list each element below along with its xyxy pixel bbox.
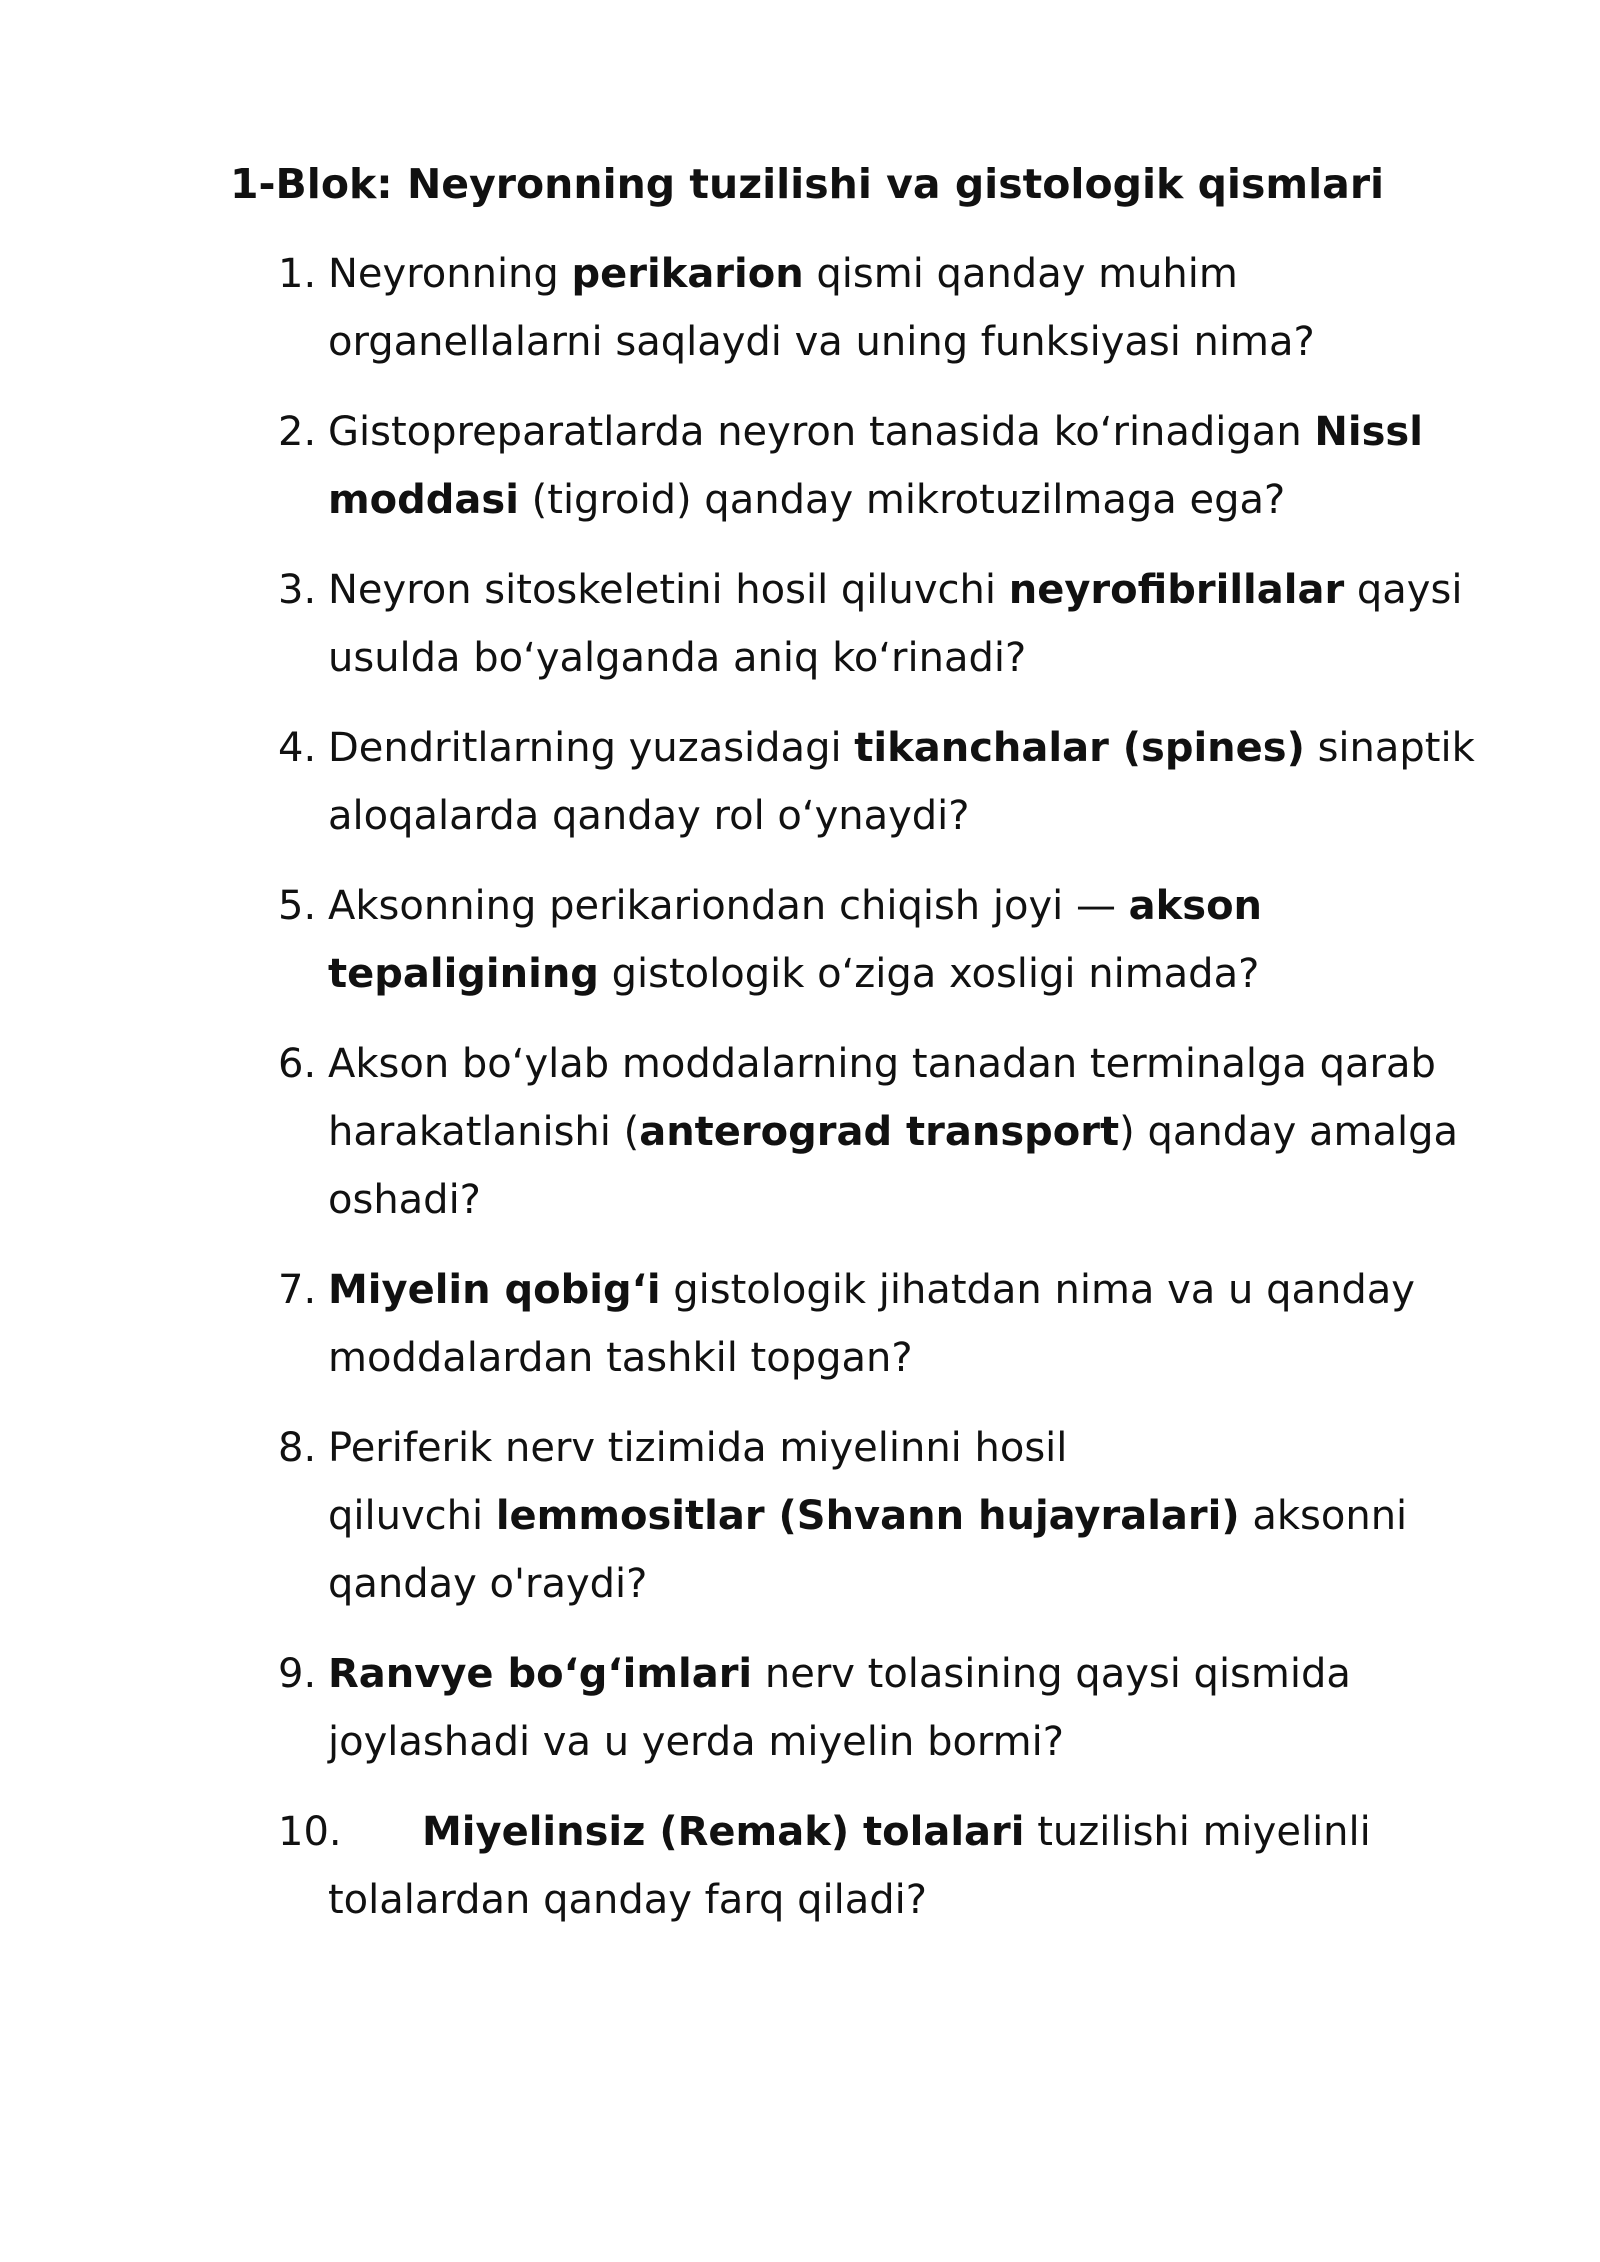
text-segment: qismi qanday muhim	[803, 251, 1238, 297]
question-number: 3.	[278, 567, 317, 613]
question-line	[328, 1640, 1478, 1708]
question-line	[328, 1550, 1478, 1618]
question-text	[328, 1798, 1478, 1934]
text-segment: gistologik jihatdan nima va u qanday	[660, 1267, 1415, 1313]
text-segment: ) qanday amalga	[1119, 1109, 1458, 1155]
text-segment: Aksonning perikariondan chiqish joyi —	[328, 883, 1129, 929]
bold-term: anterograd transport	[639, 1109, 1120, 1155]
question-line	[328, 1414, 1478, 1482]
question-text	[328, 1030, 1478, 1234]
list-item	[0, 714, 1600, 850]
list-item	[0, 556, 1600, 692]
question-line	[328, 1708, 1478, 1776]
text-segment: Periferik nerv tizimida miyelinni hosil	[328, 1425, 1068, 1471]
question-text	[328, 1640, 1478, 1776]
question-number: 10.	[278, 1809, 342, 1855]
question-text	[328, 398, 1478, 534]
text-segment: Dendritlarning yuzasidagi	[328, 725, 855, 771]
text-segment: qaysi	[1344, 567, 1463, 613]
question-line	[328, 624, 1478, 692]
question-text	[328, 556, 1478, 692]
text-segment: aloqalarda qanday rol o‘ynaydi?	[328, 793, 970, 839]
bold-term: Nissl	[1314, 409, 1423, 455]
question-line	[328, 1098, 1478, 1166]
text-segment: qiluvchi	[328, 1493, 496, 1539]
question-line	[328, 1798, 1478, 1866]
question-text	[328, 240, 1478, 376]
question-line	[328, 466, 1478, 534]
bold-term: akson	[1128, 883, 1263, 929]
text-segment: (tigroid) qanday mikrotuzilmaga ega?	[518, 477, 1286, 523]
text-segment: Akson bo‘ylab moddalarning tanadan terminalga qarab	[328, 1041, 1436, 1087]
question-number: 1.	[278, 251, 317, 297]
question-number: 7.	[278, 1267, 317, 1313]
text-segment: Gistopreparatlarda neyron tanasida ko‘rinadigan	[328, 409, 1315, 455]
text-segment: tolalardan qanday farq qiladi?	[328, 1877, 927, 1923]
question-line	[328, 782, 1478, 850]
bold-term: Miyelin qobig‘i	[328, 1267, 661, 1313]
question-text	[328, 714, 1478, 850]
question-text	[328, 872, 1478, 1008]
block-heading: 1-Blok: Neyronning tuzilishi va gistologik qismlari	[230, 160, 1385, 208]
bold-term: Ranvye bo‘g‘imlari	[328, 1651, 753, 1697]
question-number: 6.	[278, 1041, 317, 1087]
text-segment: Neyron sitoskeletini hosil qiluvchi	[328, 567, 1009, 613]
text-segment: aksonni	[1239, 1493, 1408, 1539]
question-number: 2.	[278, 409, 317, 455]
list-item	[0, 1798, 1600, 1934]
text-segment: nerv tolasining qaysi qismida	[752, 1651, 1351, 1697]
question-line	[328, 1166, 1478, 1234]
bold-term: perikarion	[571, 251, 804, 297]
question-line	[328, 240, 1478, 308]
question-line	[328, 1030, 1478, 1098]
question-number: 5.	[278, 883, 317, 929]
list-item	[0, 1414, 1600, 1618]
question-line	[328, 398, 1478, 466]
list-item	[0, 1256, 1600, 1392]
question-line	[328, 1866, 1478, 1934]
list-item	[0, 872, 1600, 1008]
list-item	[0, 398, 1600, 534]
text-segment: tuzilishi miyelinli	[1024, 1809, 1371, 1855]
text-segment: moddalardan tashkil topgan?	[328, 1335, 913, 1381]
text-segment: qanday o'raydi?	[328, 1561, 648, 1607]
list-item	[0, 1030, 1600, 1234]
question-line	[328, 1482, 1478, 1550]
question-line	[328, 1324, 1478, 1392]
question-number: 8.	[278, 1425, 317, 1471]
list-item	[0, 1640, 1600, 1776]
question-text	[328, 1256, 1478, 1392]
text-segment: Neyronning	[328, 251, 572, 297]
question-number: 4.	[278, 725, 317, 771]
question-text	[328, 1414, 1478, 1618]
question-line	[328, 308, 1478, 376]
question-line	[328, 556, 1478, 624]
question-line	[328, 714, 1478, 782]
text-segment: organellalarni saqlaydi va uning funksiyasi nima?	[328, 319, 1315, 365]
bold-term: lemmositlar (Shvann hujayralari)	[495, 1493, 1240, 1539]
question-number: 9.	[278, 1651, 317, 1697]
bold-term: moddasi	[328, 477, 519, 523]
list-item	[0, 240, 1600, 376]
question-line	[328, 872, 1478, 940]
text-segment: sinaptik	[1304, 725, 1475, 771]
text-segment: oshadi?	[328, 1177, 481, 1223]
bold-term: neyrofibrillalar	[1008, 567, 1345, 613]
text-segment: harakatlanishi (	[328, 1109, 640, 1155]
text-segment: joylashadi va u yerda miyelin bormi?	[328, 1719, 1064, 1765]
text-segment: gistologik o‘ziga xosligi nimada?	[598, 951, 1260, 997]
text-segment: usulda bo‘yalganda aniq ko‘rinadi?	[328, 635, 1027, 681]
question-line	[328, 1256, 1478, 1324]
question-line	[328, 940, 1478, 1008]
bold-term: tikanchalar (spines)	[854, 725, 1305, 771]
bold-term: Miyelinsiz (Remak) tolalari	[422, 1809, 1025, 1855]
question-list	[0, 240, 1600, 1956]
bold-term: tepaligining	[328, 951, 599, 997]
